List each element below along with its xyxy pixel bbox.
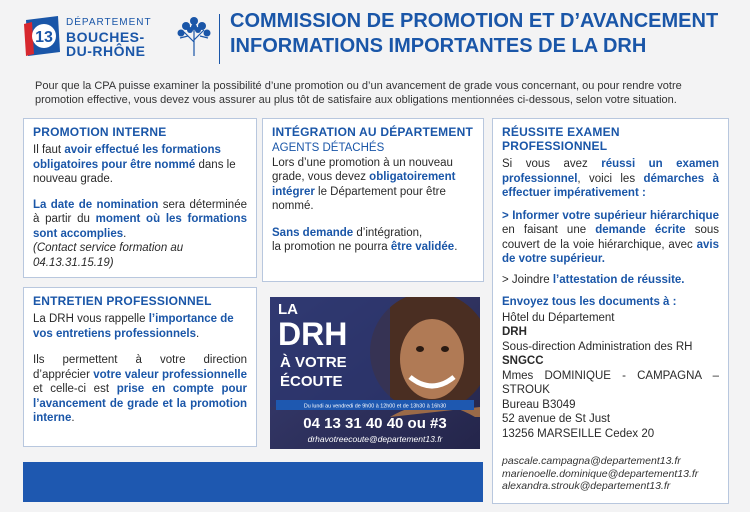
emphasis: votre valeur professionnelle xyxy=(93,368,247,381)
title-line-2: INFORMATIONS IMPORTANTES DE LA DRH xyxy=(230,35,647,57)
reussite-step-1 xyxy=(502,209,719,267)
text: la promotion ne pourra xyxy=(272,241,391,253)
text: et celle-ci est xyxy=(33,383,117,395)
emphasis: être validée xyxy=(390,241,455,253)
emphasis: réussi un examen professionnel xyxy=(502,158,719,185)
text: Lors d’une promotion à un nouveau grade, vous devez xyxy=(272,156,453,183)
arrow-marker: > xyxy=(502,273,512,286)
emphasis: l’attestation de réussite. xyxy=(552,273,685,286)
drh-card-artwork xyxy=(270,297,480,449)
emphasis: obligatoirement intégrer xyxy=(272,171,456,198)
text: Ils permettent à votre direction d’apprécier xyxy=(33,354,247,381)
text: Joindre xyxy=(511,273,553,286)
drh-a-votre-ecoute-card xyxy=(270,297,480,449)
promotion-paragraph-1 xyxy=(33,143,247,187)
text: . xyxy=(195,327,200,340)
emphasis: démarches à effectuer impérativement : xyxy=(502,172,719,199)
text: sera déterminée à partir du xyxy=(33,198,247,225)
title-line-1: COMMISSION DE PROMOTION ET D’AVANCEMENT xyxy=(230,10,719,32)
card-email: drhavotreecoute@departement13.fr xyxy=(307,434,443,444)
address-line: DRH xyxy=(502,326,527,338)
card-hours: Du lundi au vendredi de 9h00 à 12h00 et de 13h30 à 16h30 xyxy=(303,403,447,410)
text: , voici les xyxy=(577,172,644,185)
address-line: 52 avenue de St Just xyxy=(502,413,611,425)
text: Il faut xyxy=(33,144,65,156)
panel-promotion-interne xyxy=(23,118,257,278)
panel-title: PROMOTION INTERNE xyxy=(33,125,167,139)
entretien-paragraph-2 xyxy=(33,353,247,426)
address-line: Hôtel du Département xyxy=(502,311,615,324)
address-line: Bureau B3049 xyxy=(502,398,576,411)
emphasis: demande écrite xyxy=(595,224,686,236)
address-line: Mmes DOMINIQUE - CAMPAGNA – STROUK xyxy=(502,369,719,396)
panel-reussite-examen xyxy=(492,118,729,504)
logo-line-3: DU-RHÔNE xyxy=(66,43,146,59)
card-a-votre: À VOTRE xyxy=(280,354,347,371)
arrow-marker: > xyxy=(502,209,513,222)
logo-text xyxy=(66,16,152,58)
text: d’intégration, xyxy=(353,226,423,239)
text: le Département pour être nommé. xyxy=(272,185,446,212)
integration-paragraph-1 xyxy=(272,156,474,214)
card-drh: DRH xyxy=(278,316,348,352)
logo-line-1: DÉPARTEMENT xyxy=(66,17,152,28)
card-phone: 04 13 31 40 40 ou #3 xyxy=(303,415,447,432)
badge-number: 13 xyxy=(35,29,53,46)
emphasis: moment où les formations sont accomplies xyxy=(33,213,247,240)
panel-title: RÉUSSITE EXAMEN PROFESSIONNEL xyxy=(502,125,620,153)
address-line: Sous-direction Administration des RH xyxy=(502,340,693,353)
text: . xyxy=(71,412,75,424)
olive-tree-icon xyxy=(172,12,216,58)
emphasis: Sans demande xyxy=(272,226,354,239)
bottom-banner xyxy=(23,462,483,502)
intro-text: Pour que la CPA puisse examiner la possibilité d’une promotion ou d’un avancement de grade vous concernant, ou pour rendre votre promotion effective, vous devez vous assurer au plus tôt de satisfaire aux obligations mentionnées ci-dessous, selon votre situation. xyxy=(35,80,682,106)
entretien-paragraph-1 xyxy=(33,312,247,341)
panel-subtitle: AGENTS DÉTACHÉS xyxy=(272,142,385,154)
page-title xyxy=(230,9,740,59)
text: sous couvert de la voie hiérarchique, avec xyxy=(502,224,719,251)
department-logo xyxy=(22,12,217,62)
panel-title: INTÉGRATION AU DÉPARTEMENT xyxy=(272,125,473,139)
email-list xyxy=(502,455,719,493)
text: . xyxy=(454,241,458,253)
card-la: LA xyxy=(278,301,298,318)
header-divider xyxy=(219,14,220,64)
text: Si vous avez xyxy=(502,158,602,170)
emphasis: Informer votre supérieur hiérarchique xyxy=(512,209,719,222)
logo-line-2: BOUCHES- xyxy=(66,29,145,45)
emphasis: avis de votre supérieur. xyxy=(502,238,719,265)
text: . xyxy=(123,227,127,240)
emphasis: avoir effectué les formations obligatoires pour être nommé xyxy=(33,144,221,171)
reussite-step-2 xyxy=(502,273,719,288)
promotion-contact: (Contact service formation au 04.13.31.15.19) xyxy=(33,242,184,269)
address-block xyxy=(502,311,719,442)
text: La DRH vous rappelle xyxy=(33,313,149,325)
send-title: Envoyez tous les documents à : xyxy=(502,296,677,308)
emphasis: l’importance de vos entretiens professionnels xyxy=(33,313,234,340)
text: dans le nouveau grade. xyxy=(33,158,236,185)
email-link[interactable]: marienoelle.dominique@departement13.fr xyxy=(502,467,699,480)
reussite-paragraph-1 xyxy=(502,157,719,201)
email-link[interactable]: alexandra.strouk@departement13.fr xyxy=(502,480,671,492)
card-ecoute: ÉCOUTE xyxy=(280,373,343,390)
panel-entretien-professionnel xyxy=(23,287,257,447)
integration-paragraph-2 xyxy=(272,226,474,255)
address-line: SNGCC xyxy=(502,355,544,367)
panel-title: ENTRETIEN PROFESSIONNEL xyxy=(33,294,212,308)
emphasis: prise en compte pour l’avancement de grade et la promotion interne xyxy=(33,383,247,424)
panel-integration xyxy=(262,118,484,282)
email-link[interactable]: pascale.campagna@departement13.fr xyxy=(502,455,681,467)
department-13-badge-icon xyxy=(22,14,62,58)
text: en faisant une xyxy=(502,224,596,236)
promotion-paragraph-2 xyxy=(33,198,247,242)
emphasis: La date de nomination xyxy=(33,198,159,211)
address-line: 13256 MARSEILLE Cedex 20 xyxy=(502,427,655,440)
